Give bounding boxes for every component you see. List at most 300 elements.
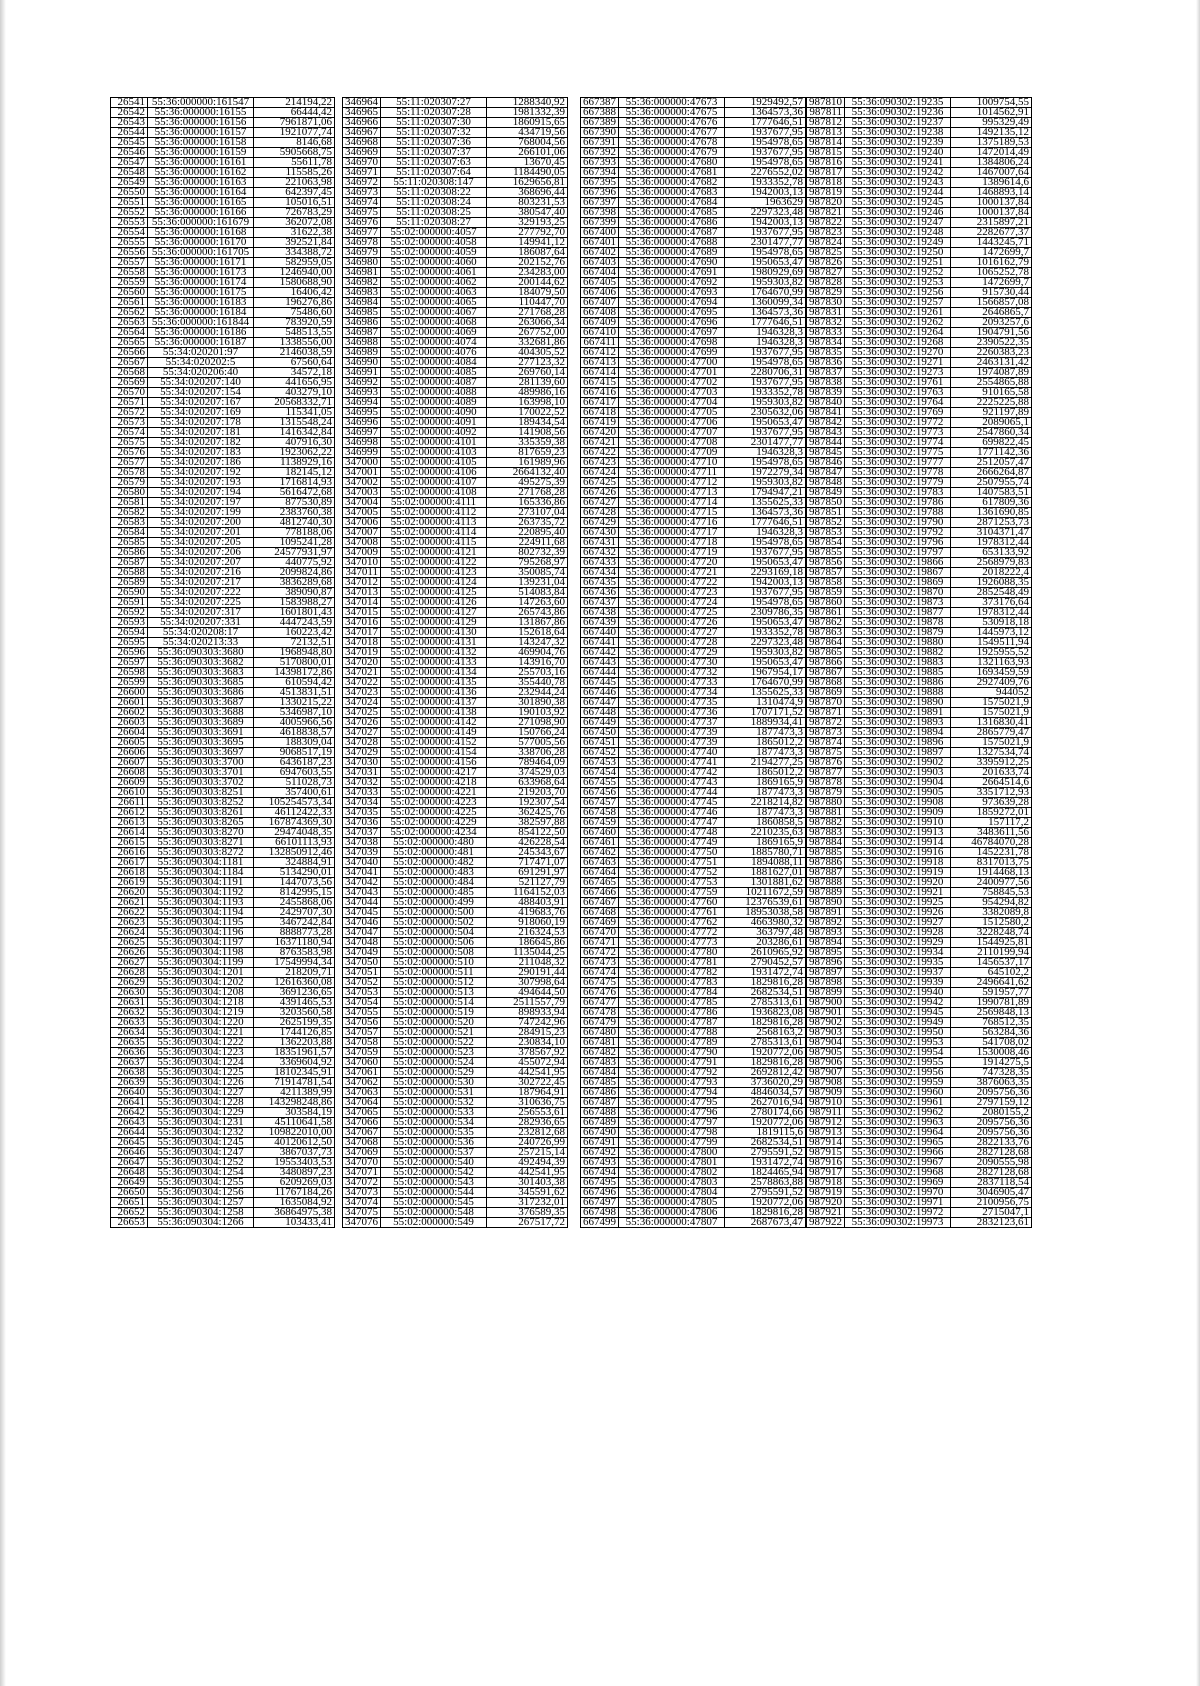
table-row: [807, 1208, 1032, 1218]
row-number-cell: 26609: [111, 778, 148, 788]
table-row: [111, 718, 335, 728]
cadastral-number-cell: 55:36:000000:47730: [619, 658, 725, 668]
row-number-cell: 667478: [581, 1008, 619, 1018]
table-row: [343, 758, 568, 768]
table-row: [807, 528, 1032, 538]
row-number-cell: 667417: [581, 398, 619, 408]
row-number-cell: 667414: [581, 368, 619, 378]
row-number-cell: 347001: [343, 468, 381, 478]
value-cell: 332681,86: [487, 338, 568, 348]
table-row: [111, 728, 335, 738]
cadastral-number-cell: 55:36:090302:19961: [845, 1098, 951, 1108]
cadastral-number-cell: 55:36:090302:19237: [845, 118, 951, 128]
cadastral-number-cell: 55:36:000000:47707: [619, 428, 725, 438]
row-number-cell: 26597: [111, 658, 148, 668]
table-row: [111, 668, 335, 678]
cadastral-number-cell: 55:34:020213:33: [148, 638, 254, 648]
table-row: [581, 818, 806, 828]
cadastral-number-cell: 55:36:000000:47793: [619, 1078, 725, 1088]
row-number-cell: 667441: [581, 638, 619, 648]
row-number-cell: 667474: [581, 968, 619, 978]
value-cell: 2795591,52: [725, 1188, 806, 1198]
value-cell: 1990781,89: [951, 998, 1032, 1008]
row-number-cell: 26587: [111, 558, 148, 568]
cadastral-number-cell: 55:36:090302:19774: [845, 438, 951, 448]
value-cell: 1959303,82: [725, 278, 806, 288]
row-number-cell: 26604: [111, 728, 148, 738]
row-number-cell: 987907: [807, 1068, 845, 1078]
row-number-cell: 347007: [343, 528, 381, 538]
cadastral-number-cell: 55:36:090302:19883: [845, 658, 951, 668]
cadastral-number-cell: 55:02:000000:4131: [381, 638, 487, 648]
table-row: [581, 238, 806, 248]
row-number-cell: 987896: [807, 958, 845, 968]
row-number-cell: 26602: [111, 708, 148, 718]
row-number-cell: 987898: [807, 978, 845, 988]
cadastral-number-cell: 55:36:000000:16159: [148, 148, 254, 158]
row-number-cell: 667472: [581, 948, 619, 958]
value-cell: 2110199,94: [951, 948, 1032, 958]
row-number-cell: 26581: [111, 498, 148, 508]
cadastral-number-cell: 55:02:000000:4092: [381, 428, 487, 438]
value-cell: 103433,41: [254, 1218, 335, 1228]
value-cell: 1456537,17: [951, 958, 1032, 968]
cadastral-number-cell: 55:36:090304:1201: [148, 968, 254, 978]
row-number-cell: 26634: [111, 1028, 148, 1038]
cadastral-number-cell: 55:36:000000:47752: [619, 868, 725, 878]
cadastral-number-cell: 55:36:000000:47711: [619, 468, 725, 478]
row-number-cell: 987826: [807, 258, 845, 268]
row-number-cell: 26648: [111, 1168, 148, 1178]
value-cell: 18351961,57: [254, 1048, 335, 1058]
row-number-cell: 26544: [111, 128, 148, 138]
cadastral-number-cell: 55:36:000000:47680: [619, 158, 725, 168]
cadastral-number-cell: 55:36:090302:19942: [845, 998, 951, 1008]
row-number-cell: 347060: [343, 1058, 381, 1068]
cadastral-number-cell: 55:36:090304:1199: [148, 958, 254, 968]
table-row: [807, 228, 1032, 238]
value-cell: 1860915,65: [487, 118, 568, 128]
table-row: [807, 998, 1032, 1008]
cadastral-number-cell: 55:02:000000:4217: [381, 768, 487, 778]
value-cell: 1877473,3: [725, 748, 806, 758]
cadastral-number-cell: 55:02:000000:504: [381, 928, 487, 938]
row-number-cell: 987906: [807, 1058, 845, 1068]
row-number-cell: 26599: [111, 678, 148, 688]
table-row: [343, 598, 568, 608]
value-cell: 1950653,47: [725, 618, 806, 628]
cadastral-number-cell: 55:11:020308:24: [381, 198, 487, 208]
row-number-cell: 347020: [343, 658, 381, 668]
row-number-cell: 347008: [343, 538, 381, 548]
value-cell: 1954978,65: [725, 458, 806, 468]
cadastral-number-cell: 55:36:090302:19879: [845, 628, 951, 638]
value-cell: 5346987,10: [254, 708, 335, 718]
table-row: [581, 148, 806, 158]
table-row: [807, 308, 1032, 318]
table-row: [111, 198, 335, 208]
row-number-cell: 26565: [111, 338, 148, 348]
cadastral-number-cell: 55:34:020207:182: [148, 438, 254, 448]
cadastral-number-cell: 55:36:090303:3689: [148, 718, 254, 728]
table-row: [581, 1168, 806, 1178]
table-row: [807, 178, 1032, 188]
row-number-cell: 26557: [111, 258, 148, 268]
row-number-cell: 987812: [807, 118, 845, 128]
value-cell: 218209,71: [254, 968, 335, 978]
table-row: [807, 388, 1032, 398]
value-cell: 281139,60: [487, 378, 568, 388]
value-cell: 1942003,13: [725, 188, 806, 198]
table-row: [581, 368, 806, 378]
table-row: [807, 438, 1032, 448]
table-row: [111, 1098, 335, 1108]
row-number-cell: 987816: [807, 158, 845, 168]
table-row: [581, 528, 806, 538]
table-row: [807, 798, 1032, 808]
table-row: [581, 1068, 806, 1078]
value-cell: 36864975,38: [254, 1208, 335, 1218]
table-row: [581, 678, 806, 688]
row-number-cell: 26569: [111, 378, 148, 388]
table-row: [581, 1178, 806, 1188]
table-row: [807, 148, 1032, 158]
row-number-cell: 347030: [343, 758, 381, 768]
value-cell: 2463131,42: [951, 358, 1032, 368]
row-number-cell: 667402: [581, 248, 619, 258]
row-number-cell: 347010: [343, 558, 381, 568]
row-number-cell: 26635: [111, 1038, 148, 1048]
row-number-cell: 987863: [807, 628, 845, 638]
cadastral-number-cell: 55:02:000000:4225: [381, 808, 487, 818]
value-cell: 1629656,81: [487, 178, 568, 188]
table-row: [111, 878, 335, 888]
table-row: [343, 768, 568, 778]
value-cell: 1869165,9: [725, 838, 806, 848]
row-number-cell: 347063: [343, 1088, 381, 1098]
row-number-cell: 987835: [807, 348, 845, 358]
row-number-cell: 667459: [581, 818, 619, 828]
table-row: [807, 628, 1032, 638]
cadastral-number-cell: 55:36:090302:19971: [845, 1198, 951, 1208]
value-cell: 1361690,85: [951, 508, 1032, 518]
row-number-cell: 346998: [343, 438, 381, 448]
value-cell: 1065252,78: [951, 268, 1032, 278]
row-number-cell: 667431: [581, 538, 619, 548]
table-row: [807, 1038, 1032, 1048]
value-cell: 1829816,28: [725, 978, 806, 988]
row-number-cell: 987900: [807, 998, 845, 1008]
row-number-cell: 987866: [807, 658, 845, 668]
value-cell: 489986,16: [487, 388, 568, 398]
row-number-cell: 347046: [343, 918, 381, 928]
table-row: [343, 468, 568, 478]
value-cell: 1601801,43: [254, 608, 335, 618]
row-number-cell: 347059: [343, 1048, 381, 1058]
value-cell: 1920772,06: [725, 1198, 806, 1208]
row-number-cell: 347058: [343, 1038, 381, 1048]
value-cell: 1877473,3: [725, 808, 806, 818]
table-row: [111, 358, 335, 368]
value-cell: 161989,96: [487, 458, 568, 468]
table-row: [807, 618, 1032, 628]
cadastral-number-cell: 55:02:000000:522: [381, 1038, 487, 1048]
value-cell: 1937677,95: [725, 548, 806, 558]
table-row: [343, 448, 568, 458]
value-cell: 143247,32: [487, 638, 568, 648]
value-cell: 2666264,87: [951, 468, 1032, 478]
table-row: [343, 1098, 568, 1108]
cadastral-number-cell: 55:36:090302:19928: [845, 928, 951, 938]
row-number-cell: 987899: [807, 988, 845, 998]
table-row: [807, 1188, 1032, 1198]
row-number-cell: 347005: [343, 508, 381, 518]
row-number-cell: 667394: [581, 168, 619, 178]
row-number-cell: 26541: [111, 98, 148, 108]
cadastral-number-cell: 55:11:020307:27: [381, 98, 487, 108]
table-row: [343, 568, 568, 578]
cadastral-number-cell: 55:36:090304:1218: [148, 998, 254, 1008]
value-cell: 2682534,51: [725, 1138, 806, 1148]
table-row: [807, 488, 1032, 498]
cadastral-number-cell: 55:34:020207:206: [148, 548, 254, 558]
cadastral-number-cell: 55:36:000000:47693: [619, 288, 725, 298]
cadastral-number-cell: 55:36:090303:8272: [148, 848, 254, 858]
row-number-cell: 667424: [581, 468, 619, 478]
value-cell: 160223,42: [254, 628, 335, 638]
table-row: [111, 568, 335, 578]
cadastral-number-cell: 55:34:020207:193: [148, 478, 254, 488]
value-cell: 186087,64: [487, 248, 568, 258]
row-number-cell: 987833: [807, 328, 845, 338]
table-row: [111, 108, 335, 118]
table-row: [343, 588, 568, 598]
value-cell: 3203560,58: [254, 1008, 335, 1018]
row-number-cell: 347031: [343, 768, 381, 778]
cadastral-number-cell: 55:36:000000:47679: [619, 148, 725, 158]
row-number-cell: 667418: [581, 408, 619, 418]
cadastral-number-cell: 55:36:000000:47748: [619, 828, 725, 838]
row-number-cell: 26570: [111, 388, 148, 398]
cadastral-number-cell: 55:02:000000:543: [381, 1178, 487, 1188]
cadastral-number-cell: 55:36:000000:47790: [619, 1048, 725, 1058]
row-number-cell: 347076: [343, 1218, 381, 1228]
value-cell: 563284,36: [951, 1028, 1032, 1038]
table-row: [807, 658, 1032, 668]
row-number-cell: 347026: [343, 718, 381, 728]
table-row: [581, 828, 806, 838]
row-number-cell: 26647: [111, 1158, 148, 1168]
row-number-cell: 26566: [111, 348, 148, 358]
row-number-cell: 987865: [807, 648, 845, 658]
row-number-cell: 987820: [807, 198, 845, 208]
row-number-cell: 987922: [807, 1218, 845, 1228]
table-row: [581, 418, 806, 428]
value-cell: 1583988,27: [254, 598, 335, 608]
table-row: [807, 348, 1032, 358]
cadastral-number-cell: 55:36:090304:1192: [148, 888, 254, 898]
value-cell: 1468893,14: [951, 188, 1032, 198]
value-cell: 2293169,18: [725, 568, 806, 578]
cadastral-number-cell: 55:36:090304:1256: [148, 1188, 254, 1198]
cadastral-number-cell: 55:36:000000:47803: [619, 1178, 725, 1188]
value-cell: 2687673,47: [725, 1218, 806, 1228]
value-cell: 143298248,86: [254, 1098, 335, 1108]
cadastral-number-cell: 55:36:000000:47702: [619, 378, 725, 388]
value-cell: 335359,38: [487, 438, 568, 448]
row-number-cell: 987841: [807, 408, 845, 418]
table-row: [581, 488, 806, 498]
value-cell: 1492135,12: [951, 128, 1032, 138]
table-row: [343, 888, 568, 898]
table-row: [111, 298, 335, 308]
table-row: [581, 718, 806, 728]
table-row: [581, 1148, 806, 1158]
table-row: [111, 778, 335, 788]
value-cell: 426228,54: [487, 838, 568, 848]
cadastral-number-cell: 55:02:000000:529: [381, 1068, 487, 1078]
row-number-cell: 26618: [111, 868, 148, 878]
table-row: [807, 978, 1032, 988]
table-row: [111, 518, 335, 528]
cadastral-number-cell: 55:36:000000:47786: [619, 1008, 725, 1018]
row-number-cell: 26637: [111, 1058, 148, 1068]
cadastral-number-cell: 55:34:020207:178: [148, 418, 254, 428]
cadastral-number-cell: 55:11:020307:63: [381, 158, 487, 168]
cadastral-number-cell: 55:36:000000:16168: [148, 228, 254, 238]
cadastral-number-cell: 55:36:090303:3700: [148, 758, 254, 768]
cadastral-number-cell: 55:36:000000:47681: [619, 168, 725, 178]
table-row: [807, 118, 1032, 128]
cadastral-number-cell: 55:34:020207:169: [148, 408, 254, 418]
table-row: [807, 368, 1032, 378]
row-number-cell: 667416: [581, 388, 619, 398]
row-number-cell: 987828: [807, 278, 845, 288]
value-cell: 1000137,84: [951, 198, 1032, 208]
row-number-cell: 26543: [111, 118, 148, 128]
table-row: [581, 608, 806, 618]
value-cell: 115585,26: [254, 168, 335, 178]
table-row: [581, 558, 806, 568]
cadastral-number-cell: 55:36:090303:3682: [148, 658, 254, 668]
row-number-cell: 347019: [343, 648, 381, 658]
row-number-cell: 667439: [581, 618, 619, 628]
cadastral-number-cell: 55:02:000000:4069: [381, 328, 487, 338]
value-cell: 255703,16: [487, 668, 568, 678]
cadastral-number-cell: 55:36:000000:47710: [619, 458, 725, 468]
cadastral-number-cell: 55:36:090302:19885: [845, 668, 951, 678]
table-row: [111, 618, 335, 628]
table-row: [581, 768, 806, 778]
cadastral-number-cell: 55:36:090304:1226: [148, 1078, 254, 1088]
cadastral-number-cell: 55:02:000000:4138: [381, 708, 487, 718]
cadastral-number-cell: 55:36:000000:47712: [619, 478, 725, 488]
cadastral-number-cell: 55:36:000000:47725: [619, 608, 725, 618]
cadastral-number-cell: 55:02:000000:4065: [381, 298, 487, 308]
table-row: [807, 448, 1032, 458]
value-cell: 152618,64: [487, 628, 568, 638]
row-number-cell: 667435: [581, 578, 619, 588]
row-number-cell: 987882: [807, 818, 845, 828]
cadastral-number-cell: 55:02:000000:4061: [381, 268, 487, 278]
value-cell: 273107,04: [487, 508, 568, 518]
table-row: [343, 178, 568, 188]
value-cell: 163998,10: [487, 398, 568, 408]
cadastral-number-cell: 55:36:090302:19927: [845, 918, 951, 928]
row-number-cell: 667449: [581, 718, 619, 728]
table-row: [581, 328, 806, 338]
cadastral-number-cell: 55:02:000000:520: [381, 1018, 487, 1028]
row-number-cell: 346966: [343, 118, 381, 128]
value-cell: 469904,76: [487, 648, 568, 658]
cadastral-number-cell: 55:36:090303:8271: [148, 838, 254, 848]
cadastral-number-cell: 55:36:000000:47772: [619, 928, 725, 938]
cadastral-number-cell: 55:36:000000:16155: [148, 108, 254, 118]
table-row: [111, 928, 335, 938]
value-cell: 1744126,85: [254, 1028, 335, 1038]
table-row: [111, 1138, 335, 1148]
table-row: [581, 398, 806, 408]
value-cell: 18953038,58: [725, 908, 806, 918]
value-cell: 1937677,95: [725, 378, 806, 388]
row-number-cell: 26643: [111, 1118, 148, 1128]
value-cell: 1921077,74: [254, 128, 335, 138]
table-row: [111, 278, 335, 288]
row-number-cell: 346990: [343, 358, 381, 368]
cadastral-number-cell: 55:36:090302:19925: [845, 898, 951, 908]
cadastral-number-cell: 55:02:000000:545: [381, 1198, 487, 1208]
cadastral-number-cell: 55:36:090304:1197: [148, 938, 254, 948]
cadastral-number-cell: 55:36:090302:19236: [845, 108, 951, 118]
value-cell: 1933352,78: [725, 178, 806, 188]
value-cell: 699822,45: [951, 438, 1032, 448]
value-cell: 2568979,83: [951, 558, 1032, 568]
cadastral-number-cell: 55:02:000000:4084: [381, 358, 487, 368]
table-row: [581, 198, 806, 208]
value-cell: 20568332,71: [254, 398, 335, 408]
table-row: [343, 228, 568, 238]
cadastral-number-cell: 55:36:090302:19238: [845, 128, 951, 138]
table-row: [581, 1158, 806, 1168]
table-row: [807, 948, 1032, 958]
table-row: [111, 158, 335, 168]
cadastral-number-cell: 55:02:000000:524: [381, 1058, 487, 1068]
value-cell: 2099824,86: [254, 568, 335, 578]
table-row: [343, 378, 568, 388]
table-row: [581, 878, 806, 888]
value-cell: 2625199,35: [254, 1018, 335, 1028]
row-number-cell: 667398: [581, 208, 619, 218]
row-number-cell: 26606: [111, 748, 148, 758]
value-cell: 2682534,51: [725, 988, 806, 998]
row-number-cell: 346978: [343, 238, 381, 248]
cadastral-number-cell: 55:36:090304:1229: [148, 1108, 254, 1118]
row-number-cell: 667483: [581, 1058, 619, 1068]
table-row: [581, 1208, 806, 1218]
row-number-cell: 987843: [807, 428, 845, 438]
value-cell: 758845,53: [951, 888, 1032, 898]
cadastral-number-cell: 55:36:090302:19902: [845, 758, 951, 768]
row-number-cell: 987837: [807, 368, 845, 378]
row-number-cell: 26622: [111, 908, 148, 918]
row-number-cell: 987901: [807, 1008, 845, 1018]
value-cell: 1472699,7: [951, 278, 1032, 288]
table-row: [343, 398, 568, 408]
cadastral-number-cell: 55:36:090302:19918: [845, 858, 951, 868]
table-row: [581, 1128, 806, 1138]
cadastral-number-cell: 55:36:090302:19890: [845, 698, 951, 708]
cadastral-number-cell: 55:36:090302:19955: [845, 1058, 951, 1068]
